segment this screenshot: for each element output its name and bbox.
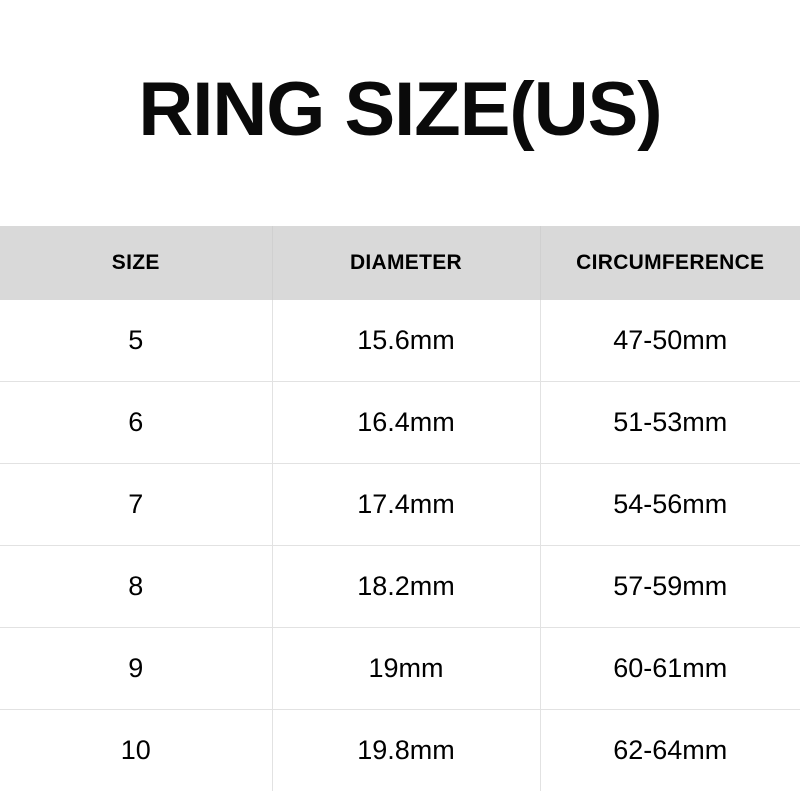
table-row	[0, 546, 800, 628]
table-body	[0, 300, 800, 791]
cell-diameter: 15.6mm	[272, 300, 540, 382]
cell-diameter: 19.8mm	[272, 710, 540, 792]
cell-diameter: 19mm	[272, 628, 540, 710]
cell-size: 5	[0, 300, 272, 382]
table-row	[0, 710, 800, 792]
cell-circumference: 62-64mm	[613, 735, 728, 765]
cell-diameter: 18.2mm	[272, 546, 540, 628]
column-header-size: SIZE	[0, 226, 272, 300]
table-row	[0, 300, 800, 382]
table-row	[0, 382, 800, 464]
cell-size: 7	[0, 464, 272, 546]
table-row	[0, 628, 800, 710]
cell-diameter: 17.4mm	[272, 464, 540, 546]
column-header-circumference: CIRCUMFERENCE	[540, 226, 800, 300]
table-header-row	[0, 226, 800, 300]
size-table-container	[0, 226, 800, 791]
ring-size-table	[0, 226, 800, 791]
page-title: RING SIZE(US)	[138, 67, 662, 152]
cell-circumference: 57-59mm	[540, 546, 800, 628]
cell-circumference: 47-50mm	[540, 300, 800, 382]
cell-circumference: 54-56mm	[540, 464, 800, 546]
cell-size: 9	[0, 628, 272, 710]
table-row	[0, 464, 800, 546]
column-header-diameter: DIAMETER	[272, 226, 540, 300]
table-header	[0, 226, 800, 300]
cell-circumference: 60-61mm	[540, 628, 800, 710]
cell-circumference: 51-53mm	[540, 382, 800, 464]
cell-size: 10	[0, 710, 272, 792]
cell-diameter: 16.4mm	[272, 382, 540, 464]
cell-size: 6	[0, 382, 272, 464]
cell-size: 8	[0, 546, 272, 628]
